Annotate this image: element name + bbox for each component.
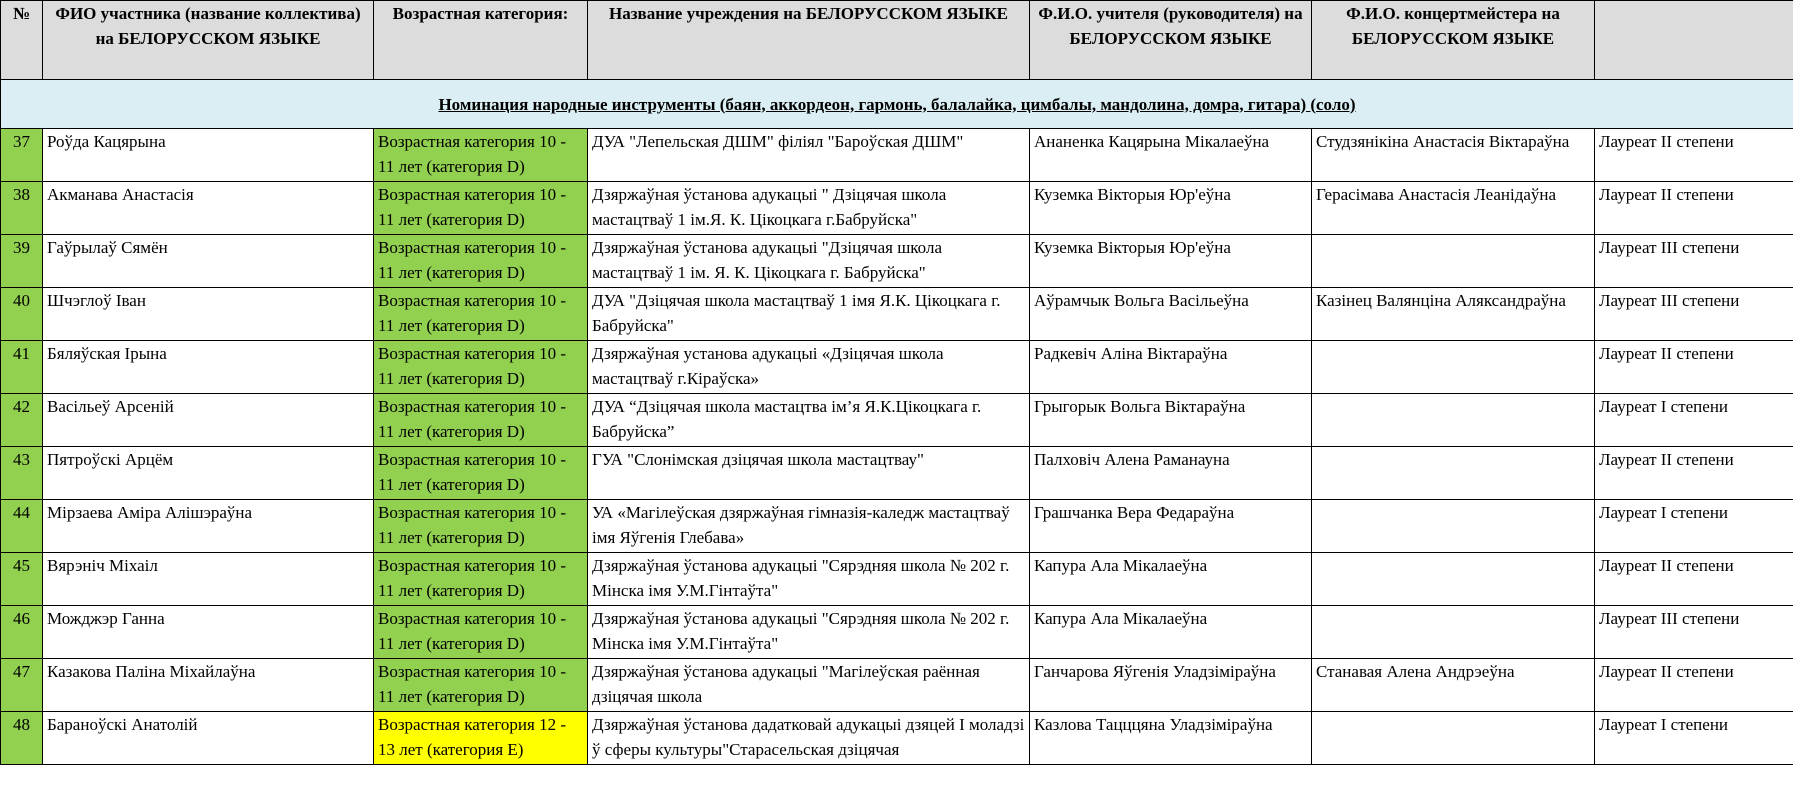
cell-result[interactable]: Лауреат II степени — [1595, 553, 1793, 606]
cell-result[interactable]: Лауреат I степени — [1595, 394, 1793, 447]
cell-accompanist[interactable]: Студзянікіна Анастасія Віктараўна — [1312, 129, 1595, 182]
cell-accompanist[interactable]: Герасімава Анастасія Леанідаўна — [1312, 182, 1595, 235]
cell-institution[interactable]: Дзяржаўная установа адукацыі «Дзіцячая школа мастацтваў г.Кіраўска» — [588, 341, 1030, 394]
header-category[interactable]: Возрастная категория: — [374, 1, 588, 80]
cell-accompanist[interactable] — [1312, 447, 1595, 500]
cell-category[interactable]: Возрастная категория 10 - 11 лет (категория D) — [374, 659, 588, 712]
cell-teacher[interactable]: Грашчанка Вера Федараўна — [1030, 500, 1312, 553]
cell-num[interactable]: 39 — [1, 235, 43, 288]
cell-category[interactable]: Возрастная категория 10 - 11 лет (категория D) — [374, 447, 588, 500]
cell-result[interactable]: Лауреат II степени — [1595, 447, 1793, 500]
cell-teacher[interactable]: Казлова Тацццяна Уладзіміраўна — [1030, 712, 1312, 765]
cell-institution[interactable]: Дзяржаўная ўстанова адукацыі " Дзіцячая школа мастацтваў 1 ім.Я. К. Цікоцкага г.Бабруйска" — [588, 182, 1030, 235]
table-row — [1, 394, 1793, 447]
table-row — [1, 553, 1793, 606]
cell-teacher[interactable]: Ганчарова Яўгенія Уладзіміраўна — [1030, 659, 1312, 712]
header-row — [1, 1, 1793, 80]
header-name[interactable]: ФИО участника (название коллектива) на БЕЛОРУССКОМ ЯЗЫКЕ — [43, 1, 374, 80]
cell-accompanist[interactable] — [1312, 606, 1595, 659]
cell-category[interactable]: Возрастная категория 10 - 11 лет (категория D) — [374, 553, 588, 606]
cell-name[interactable]: Бараноўскі Анатолій — [43, 712, 374, 765]
cell-name[interactable]: Вярэніч Міхаіл — [43, 553, 374, 606]
cell-num[interactable]: 37 — [1, 129, 43, 182]
table-row — [1, 606, 1793, 659]
cell-name[interactable]: Можджэр Ганна — [43, 606, 374, 659]
cell-result[interactable]: Лауреат III степени — [1595, 288, 1793, 341]
cell-institution[interactable]: ГУА "Слонімская дзіцячая школа мастацтвау" — [588, 447, 1030, 500]
cell-category[interactable]: Возрастная категория 10 - 11 лет (категория D) — [374, 235, 588, 288]
nomination-row — [1, 80, 1793, 129]
header-institution[interactable]: Название учреждения на БЕЛОРУССКОМ ЯЗЫКЕ — [588, 1, 1030, 80]
cell-teacher[interactable]: Радкевіч Аліна Віктараўна — [1030, 341, 1312, 394]
cell-result[interactable]: Лауреат II степени — [1595, 182, 1793, 235]
cell-teacher[interactable]: Капура Ала Мікалаеўна — [1030, 553, 1312, 606]
cell-accompanist[interactable] — [1312, 341, 1595, 394]
cell-num[interactable]: 42 — [1, 394, 43, 447]
cell-num[interactable]: 40 — [1, 288, 43, 341]
table-row — [1, 288, 1793, 341]
cell-teacher[interactable]: Капура Ала Мікалаеўна — [1030, 606, 1312, 659]
cell-teacher[interactable]: Аўрамчык Вольга Васільеўна — [1030, 288, 1312, 341]
cell-teacher[interactable]: Куземка Вікторыя Юр'еўна — [1030, 235, 1312, 288]
cell-name[interactable]: Бяляўская Ірына — [43, 341, 374, 394]
cell-category[interactable]: Возрастная категория 10 - 11 лет (категория D) — [374, 606, 588, 659]
cell-category[interactable]: Возрастная категория 10 - 11 лет (категория D) — [374, 129, 588, 182]
cell-institution[interactable]: Дзяржаўная ўстанова адукацыі "Магілеўская раённая дзіцячая школа — [588, 659, 1030, 712]
cell-category[interactable]: Возрастная категория 10 - 11 лет (категория D) — [374, 394, 588, 447]
header-accompanist[interactable]: Ф.И.О. концертмейстера на БЕЛОРУССКОМ ЯЗЫКЕ — [1312, 1, 1595, 80]
cell-num[interactable]: 43 — [1, 447, 43, 500]
cell-institution[interactable]: Дзяржаўная ўстанова адукацыі "Сярэдняя школа № 202 г. Мінска імя У.М.Гінтаўта" — [588, 553, 1030, 606]
table-row — [1, 129, 1793, 182]
table-row — [1, 341, 1793, 394]
cell-num[interactable]: 44 — [1, 500, 43, 553]
table-row — [1, 235, 1793, 288]
cell-category[interactable]: Возрастная категория 10 - 11 лет (категория D) — [374, 288, 588, 341]
header-num[interactable]: № — [1, 1, 43, 80]
cell-num[interactable]: 47 — [1, 659, 43, 712]
cell-accompanist[interactable] — [1312, 712, 1595, 765]
cell-teacher[interactable]: Грыгорык Вольга Віктараўна — [1030, 394, 1312, 447]
cell-accompanist[interactable]: Казінец Валянціна Аляксандраўна — [1312, 288, 1595, 341]
cell-accompanist[interactable] — [1312, 500, 1595, 553]
cell-teacher[interactable]: Палховіч Алена Раманауна — [1030, 447, 1312, 500]
table-row — [1, 500, 1793, 553]
cell-institution[interactable]: Дзяржаўная ўстанова адукацыі "Дзіцячая школа мастацтваў 1 ім. Я. К. Цікоцкага г. Бабруйска" — [588, 235, 1030, 288]
cell-accompanist[interactable]: Станавая Алена Андрэеўна — [1312, 659, 1595, 712]
cell-institution[interactable]: Дзяржаўная ўстанова адукацыі "Сярэдняя школа № 202 г. Мінска імя У.М.Гінтаўта" — [588, 606, 1030, 659]
cell-name[interactable]: Мірзаева Аміра Алішэраўна — [43, 500, 374, 553]
cell-name[interactable]: Акманава Анастасія — [43, 182, 374, 235]
nomination-cell[interactable]: Номинация народные инструменты (баян, аккордеон, гармонь, балалайка, цимбалы, мандолина, домра, гитара) (соло) — [1, 80, 1793, 129]
cell-name[interactable]: Гаўрылаў Сямён — [43, 235, 374, 288]
cell-accompanist[interactable] — [1312, 553, 1595, 606]
cell-name[interactable]: Казакова Паліна Міхайлаўна — [43, 659, 374, 712]
header-teacher[interactable]: Ф.И.О. учителя (руководителя) на БЕЛОРУССКОМ ЯЗЫКЕ — [1030, 1, 1312, 80]
cell-name[interactable]: Роўда Кацярына — [43, 129, 374, 182]
cell-institution[interactable]: Дзяржаўная ўстанова дадатковай адукацыі дзяцей І моладзі ў сферы культуры"Старасельская дзіцячая — [588, 712, 1030, 765]
table-row — [1, 659, 1793, 712]
cell-institution[interactable]: ДУА "Дзіцячая школа мастацтваў 1 імя Я.К. Цікоцкага г. Бабруйска" — [588, 288, 1030, 341]
cell-num[interactable]: 48 — [1, 712, 43, 765]
cell-name[interactable]: Шчэглоў Іван — [43, 288, 374, 341]
cell-teacher[interactable]: Ананенка Кацярына Мікалаеўна — [1030, 129, 1312, 182]
cell-category[interactable]: Возрастная категория 12 - 13 лет (категория E) — [374, 712, 588, 765]
table-row — [1, 712, 1793, 765]
cell-num[interactable]: 46 — [1, 606, 43, 659]
cell-result[interactable]: Лауреат II степени — [1595, 341, 1793, 394]
cell-num[interactable]: 38 — [1, 182, 43, 235]
table-row — [1, 447, 1793, 500]
cell-category[interactable]: Возрастная категория 10 - 11 лет (категория D) — [374, 182, 588, 235]
table-row — [1, 182, 1793, 235]
cell-result[interactable]: Лауреат III степени — [1595, 606, 1793, 659]
table-body — [1, 80, 1793, 765]
cell-teacher[interactable]: Куземка Вікторыя Юр'еўна — [1030, 182, 1312, 235]
cell-result[interactable]: Лауреат II степени — [1595, 129, 1793, 182]
cell-accompanist[interactable] — [1312, 394, 1595, 447]
cell-institution[interactable]: УА «Магілеўская дзяржаўная гімназія-каледж мастацтваў імя Яўгенія Глебава» — [588, 500, 1030, 553]
cell-result[interactable]: Лауреат I степени — [1595, 500, 1793, 553]
cell-accompanist[interactable] — [1312, 235, 1595, 288]
cell-result[interactable]: Лауреат III степени — [1595, 235, 1793, 288]
cell-category[interactable]: Возрастная категория 10 - 11 лет (категория D) — [374, 500, 588, 553]
header-result[interactable] — [1595, 1, 1793, 80]
cell-num[interactable]: 45 — [1, 553, 43, 606]
cell-result[interactable]: Лауреат II степени — [1595, 659, 1793, 712]
cell-result[interactable]: Лауреат I степени — [1595, 712, 1793, 765]
cell-num[interactable]: 41 — [1, 341, 43, 394]
cell-category[interactable]: Возрастная категория 10 - 11 лет (категория D) — [374, 341, 588, 394]
cell-name[interactable]: Пятроўскі Арцём — [43, 447, 374, 500]
cell-name[interactable]: Васільеў Арсеній — [43, 394, 374, 447]
cell-institution[interactable]: ДУА "Лепельская ДШМ" філіял "Бароўская ДШМ" — [588, 129, 1030, 182]
cell-institution[interactable]: ДУА “Дзіцячая школа мастацтва ім’я Я.К.Цікоцкага г. Бабруйска” — [588, 394, 1030, 447]
